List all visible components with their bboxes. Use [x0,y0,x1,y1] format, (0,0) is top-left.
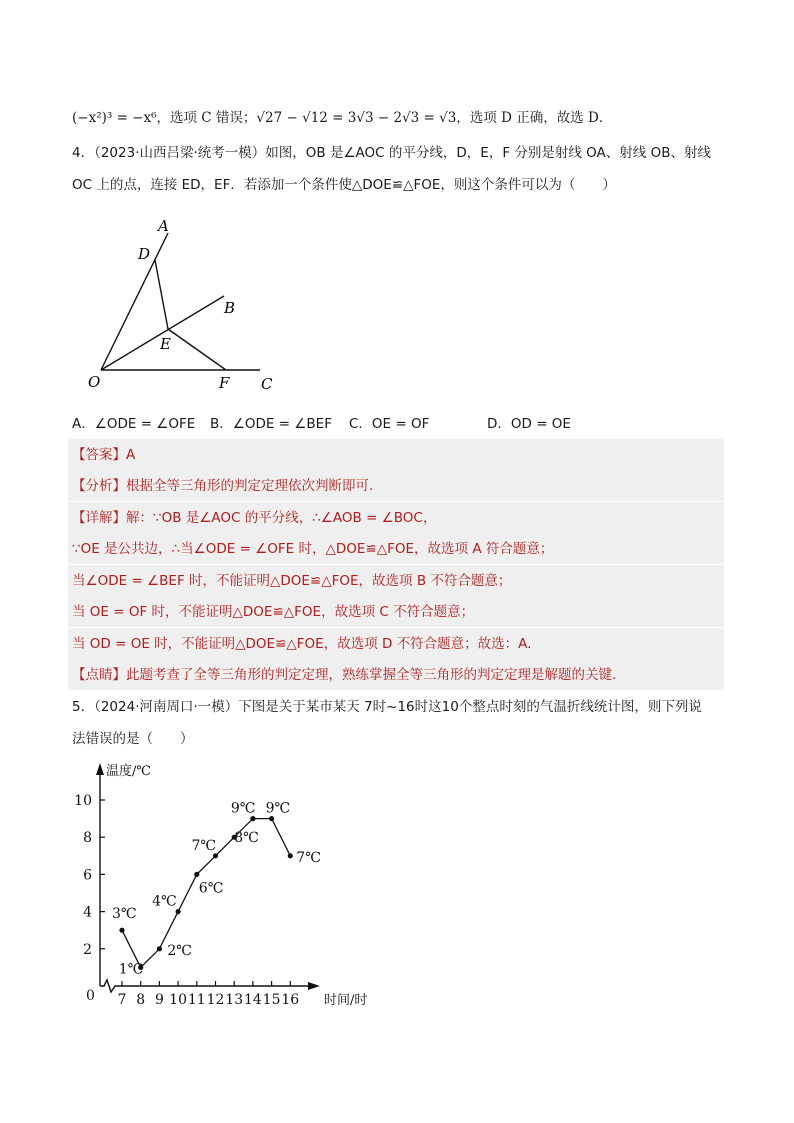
q4-option-b: B．∠ODE = ∠BEF [210,416,332,432]
temperature-line-chart [60,755,400,1015]
detail-row-3 [68,565,724,596]
q4-option-c: C．OE = OF [349,416,430,432]
analysis-tag: 【分析】 [72,478,126,494]
y-tick-label: 2 [83,941,92,958]
segment-ef [168,329,226,370]
data-point [269,816,274,821]
chart-point-labels [112,801,321,978]
answer-row [68,439,724,470]
point-row [68,659,724,690]
x-tick-label: 11 [187,992,206,1008]
x-axis [100,980,310,992]
x-tick-label: 16 [281,992,300,1008]
x-tick-label: 9 [154,992,164,1008]
data-label: 3℃ [112,906,137,923]
x-tick-label: 13 [225,992,244,1008]
x-tick-label: 15 [262,992,281,1008]
label-f: F [219,374,230,392]
label-c: C [261,375,273,393]
data-point [250,816,255,821]
detail-tag: 【详解】 [72,510,126,526]
data-point [288,853,293,858]
chart-ticks [74,793,299,1008]
x-axis-label: 时间/时 [324,993,368,1008]
q4-stem-line1: 4．（2023·山西吕梁·统考一模）如图，OB 是∠AOC 的平分线，D，E，F 分别是射线 OA、射线 OB、射线 [72,145,711,161]
detail-text-2: ∵OE 是公共边，∴当∠ODE = ∠OFE 时，△DOE≌△FOE，故选项 A 符合题意； [72,541,554,557]
x-tick-label: 14 [243,992,262,1008]
detail-row-2 [68,533,724,564]
data-point [213,853,218,858]
y-axis-label: 温度/℃ [106,764,151,779]
detail-row-5 [68,628,724,659]
label-e: E [160,335,171,353]
detail-row-4 [68,596,724,627]
q5-stem-line2: 法错误的是（ ） [72,731,194,747]
data-point [176,909,181,914]
data-label: 9℃ [265,800,291,817]
detail-row-1 [68,502,724,533]
y-axis-arrow [96,763,104,775]
data-label: 1℃ [118,961,144,978]
q5-stem-line1: 5．（2024·河南周口·一模）下图是关于某市某天 7时~16时这10个整点时刻的气温折线统计图，则下列说 [72,699,702,715]
y-tick-label: 6 [83,867,92,884]
label-a: A [158,217,169,235]
point-text: 此题考查了全等三角形的判定定理，熟练掌握全等三角形的判定定理是解题的关键. [126,667,617,683]
data-label: 7℃ [296,849,321,866]
point-tag: 【点睛】 [72,667,126,683]
origin-label: 0 [86,988,95,1004]
q4-option-d: D．OD = OE [487,416,571,432]
q3-tail-text: (−x²)³ = −x⁶，选项 C 错误；√27 − √12 = 3√3 − 2√3 = √3，选项 D 正确，故选 D． [72,110,613,126]
answer-value: A [126,447,136,463]
q4-geometry-figure [80,215,300,395]
label-d: D [138,245,151,263]
q4-stem-line2: OC 上的点，连接 ED，EF．若添加一个条件使△DOE≌△FOE，则这个条件可以为（ ） [72,177,616,193]
data-point [194,872,199,877]
segment-de [155,260,168,329]
q4-option-a: A．∠ODE = ∠OFE [72,416,196,432]
q3-tail-line [72,108,612,128]
x-axis-arrow [308,982,320,990]
data-label: 2℃ [167,942,192,959]
detail-text-4: 当 OE = OF 时，不能证明△DOE≌△FOE，故选项 C 不符合题意； [72,604,475,620]
data-label: 4℃ [152,893,177,910]
data-label: 9℃ [230,800,256,817]
data-label: 8℃ [234,830,259,847]
detail-text-1: 解：∵OB 是∠AOC 的平分线，∴∠AOB = ∠BOC， [126,510,437,526]
analysis-text: 根据全等三角形的判定定理依次判断即可. [126,478,374,494]
detail-text-3: 当∠ODE = ∠BEF 时，不能证明△DOE≌△FOE，故选项 B 不符合题意； [72,573,512,589]
x-tick-label: 12 [206,992,225,1008]
data-point [119,928,124,933]
x-tick-label: 10 [169,992,188,1008]
data-label: 6℃ [198,880,224,897]
detail-text-5: 当 OD = OE 时，不能证明△DOE≌△FOE，故选项 D 不符合题意；故选：A. [72,636,532,652]
x-tick-label: 7 [117,992,127,1008]
data-point [157,946,162,951]
data-label: 7℃ [191,837,217,854]
label-b: B [224,299,236,317]
x-tick-label: 8 [136,992,146,1008]
y-tick-label: 4 [83,904,92,921]
analysis-row [68,470,724,501]
label-o: O [88,373,101,391]
y-tick-label: 10 [74,793,92,809]
answer-tag: 【答案】 [72,447,126,463]
y-tick-label: 8 [83,830,92,847]
